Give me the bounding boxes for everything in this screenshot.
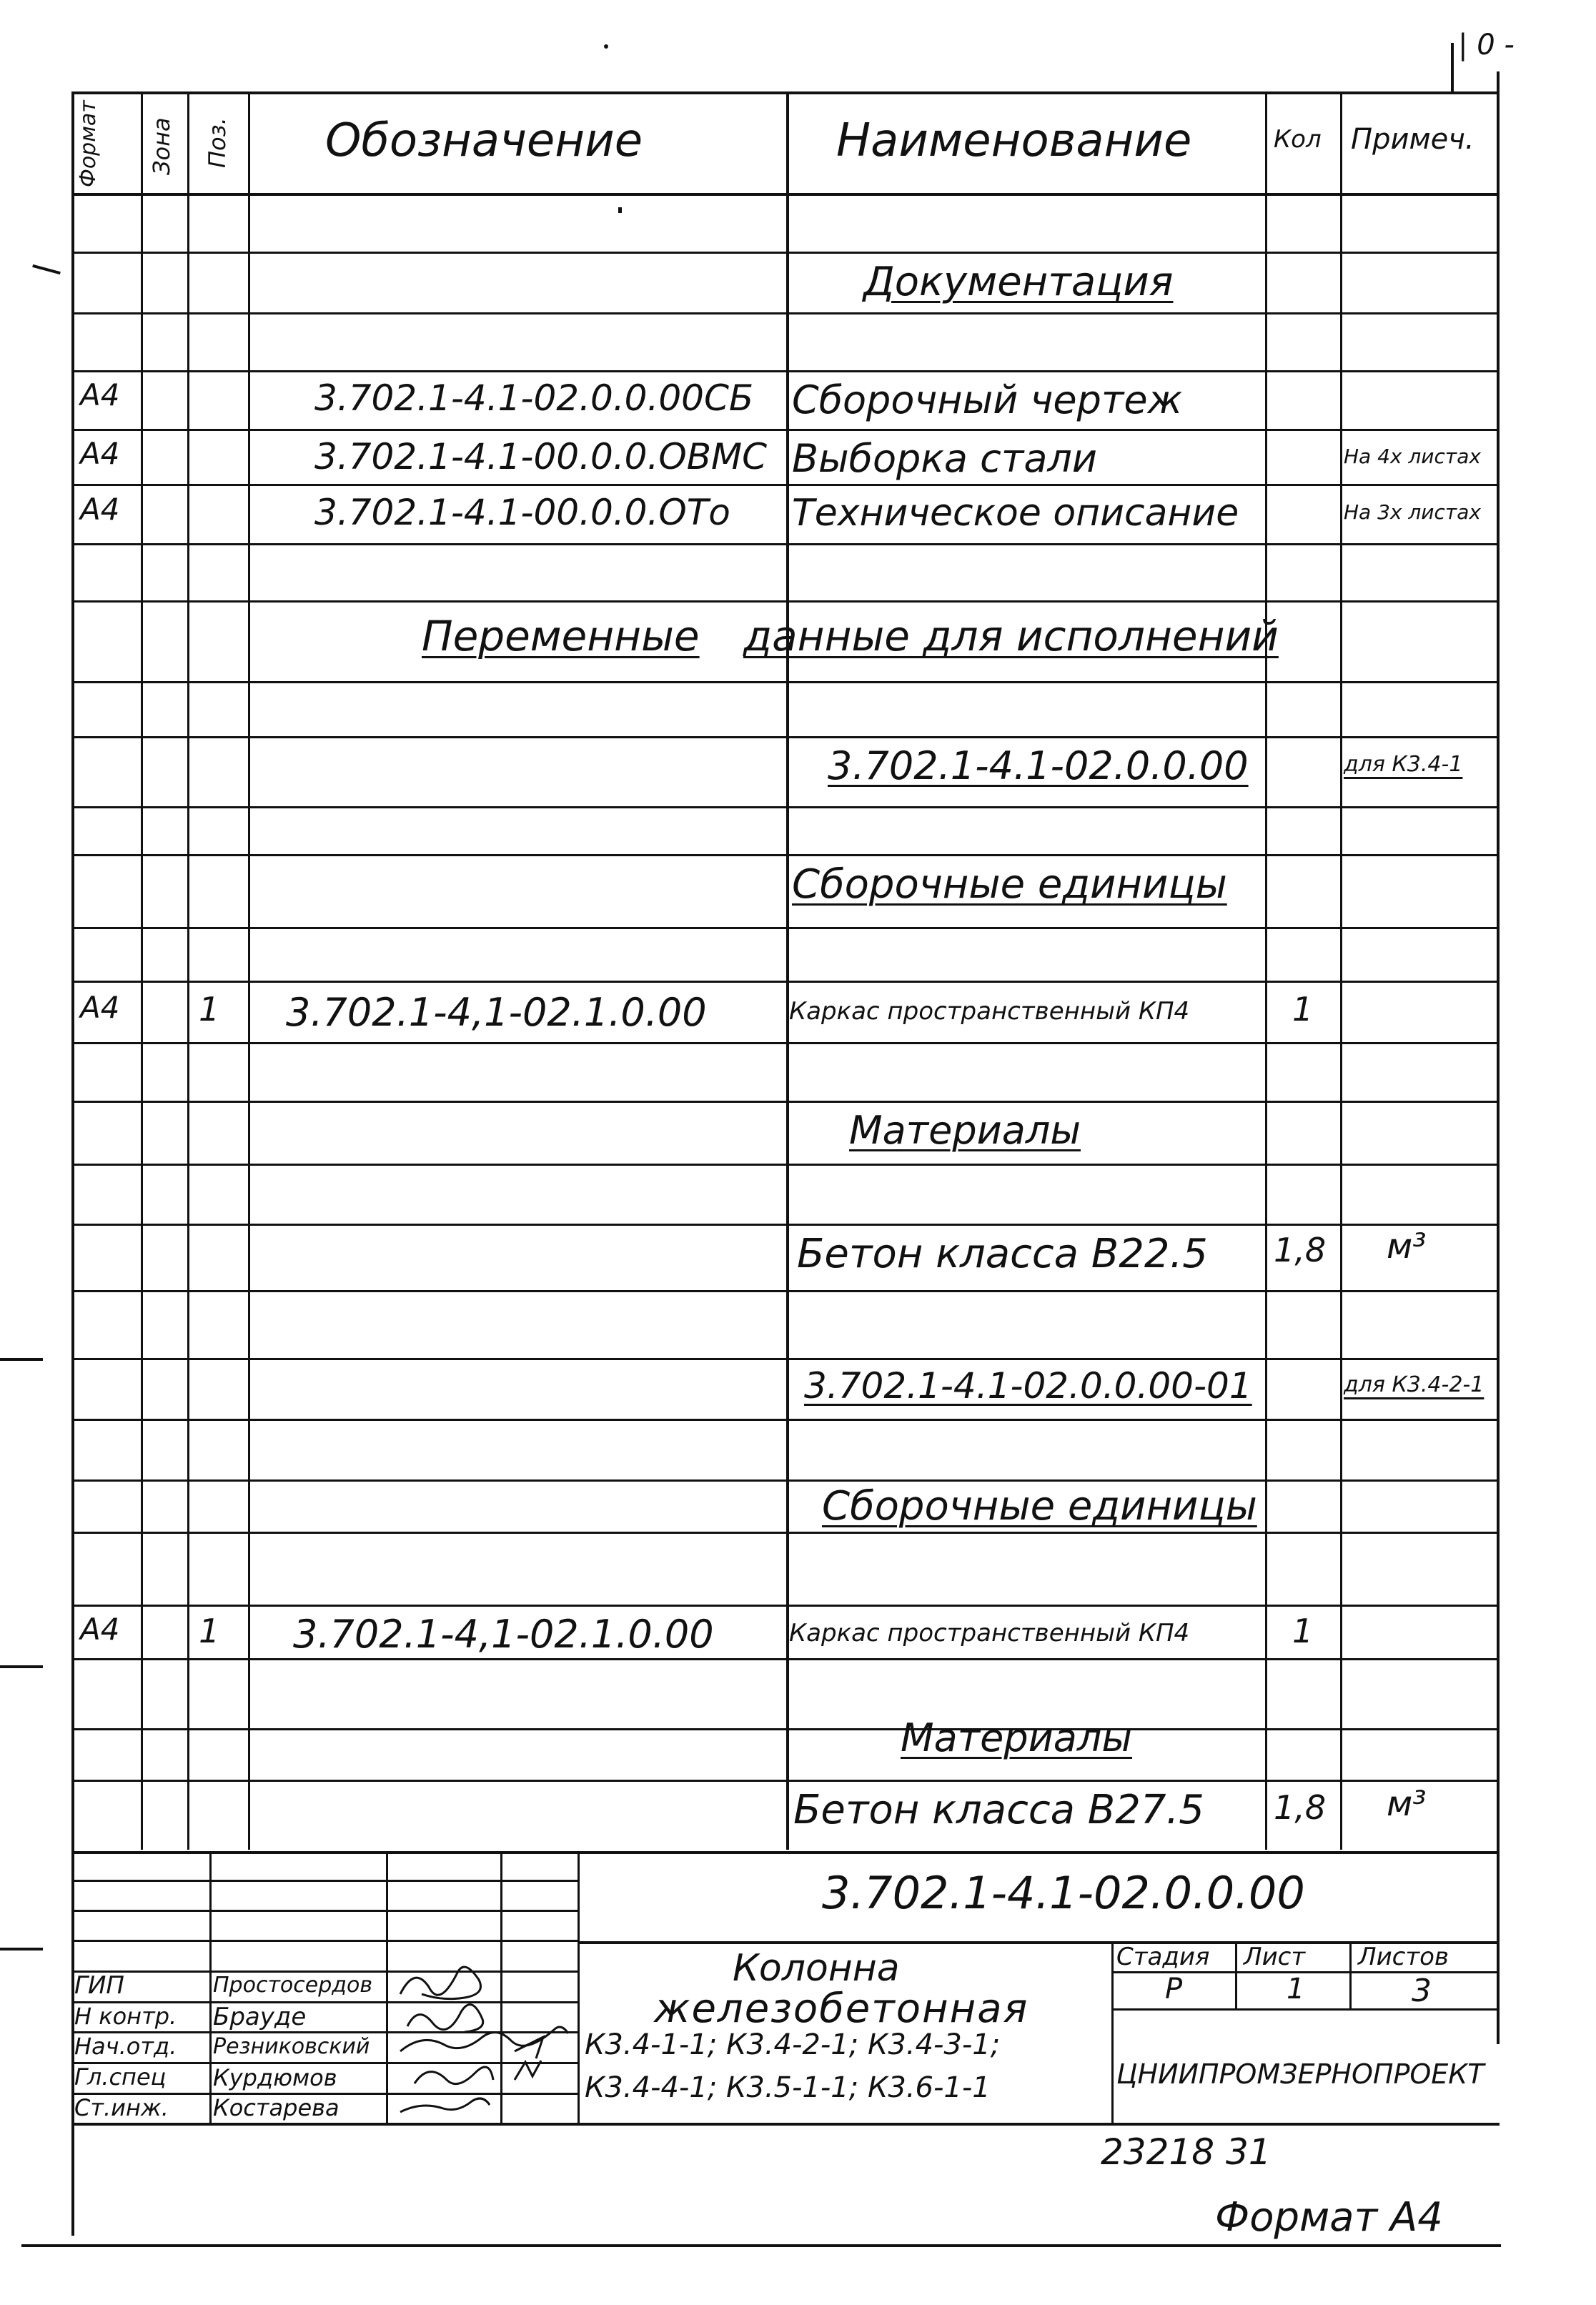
- asm1-qty: 1: [1292, 990, 1314, 1028]
- asm2-designation: 3.702.1-4,1-02.1.0.00: [293, 1612, 714, 1657]
- col-designation-label: Обозначение: [325, 114, 643, 167]
- title-line-1: Колонна: [733, 1947, 900, 1990]
- mat1-qty: 1,8: [1274, 1231, 1327, 1269]
- asm2-qty: 1: [1292, 1612, 1314, 1650]
- title-line-3: К3.4-1-1; К3.4-2-1; К3.4-3-1;: [585, 2028, 1001, 2061]
- variable-heading-left: Переменные: [422, 612, 700, 660]
- name-3: Резниковский: [213, 2034, 370, 2059]
- asm1-format: А4: [80, 990, 120, 1025]
- section-heading-documentation: Документация: [863, 259, 1174, 305]
- col-pos-label: Поз.: [204, 117, 231, 168]
- asm1-name: Каркас пространственный КП4: [789, 997, 1190, 1026]
- var2-name: 3.702.1-4.1-02.0.0.00-01: [804, 1365, 1252, 1407]
- doc1-name: Сборочный чертеж: [792, 377, 1183, 422]
- col-zone-label: Зона: [148, 117, 175, 175]
- role-chief-spec: Гл.спец: [74, 2063, 167, 2091]
- col-name-label: Наименование: [836, 114, 1192, 167]
- section-heading-assembly-1: Сборочные единицы: [792, 861, 1227, 908]
- title-line-2: железобетонная: [654, 1986, 1029, 2032]
- sheet-value: 1: [1287, 1973, 1305, 2006]
- mat1-name: Бетон класса В22.5: [797, 1231, 1208, 1277]
- asm1-designation: 3.702.1-4,1-02.1.0.00: [286, 990, 707, 1035]
- name-4: Курдюмов: [213, 2064, 337, 2091]
- scan-dot: [604, 44, 608, 49]
- stage-value: Р: [1165, 1973, 1183, 2006]
- doc2-format: А4: [80, 436, 120, 471]
- doc2-note: На 4х листах: [1344, 445, 1481, 468]
- doc1-format: А4: [80, 377, 120, 412]
- role-gip: ГИП: [74, 1971, 124, 2000]
- format-label: Формат А4: [1215, 2194, 1443, 2241]
- variable-heading-right: данные для исполнений: [743, 612, 1279, 660]
- page-marker: | 0 -: [1458, 29, 1515, 61]
- sheets-label: Листов: [1358, 1943, 1449, 1971]
- asm2-pos: 1: [199, 1612, 220, 1650]
- role-norm-control: Н контр.: [74, 2003, 177, 2030]
- doc3-name: Техническое описание: [792, 492, 1239, 535]
- mat2-qty: 1,8: [1274, 1788, 1327, 1827]
- var1-note: для К3.4-1: [1344, 752, 1463, 777]
- title-line-4: К3.4-4-1; К3.5-1-1; К3.6-1-1: [585, 2071, 991, 2104]
- col-note-label: Примеч.: [1351, 123, 1474, 156]
- scan-dot: [618, 207, 622, 213]
- mat2-note: м³: [1387, 1784, 1427, 1824]
- doc2-name: Выборка стали: [792, 436, 1098, 481]
- sheets-value: 3: [1412, 1973, 1432, 2009]
- section-heading-materials-2: Материалы: [901, 1715, 1132, 1760]
- doc3-note: На 3х листах: [1344, 500, 1481, 524]
- section-heading-materials-1: Материалы: [849, 1108, 1081, 1153]
- mat2-name: Бетон класса В27.5: [793, 1787, 1204, 1833]
- organization-name: ЦНИИПРОМЗЕРНОПРОЕКТ: [1116, 2058, 1485, 2090]
- scan-dot: [32, 264, 61, 274]
- role-senior-eng: Ст.инж.: [74, 2094, 169, 2121]
- col-format-label: Формат: [76, 100, 101, 187]
- asm2-name: Каркас пространственный КП4: [789, 1619, 1190, 1647]
- doc2-designation: 3.702.1-4.1-00.0.0.ОВМС: [314, 436, 768, 477]
- asm1-pos: 1: [199, 990, 220, 1028]
- stage-label: Стадия: [1116, 1943, 1210, 1971]
- doc1-designation: 3.702.1-4.1-02.0.0.00СБ: [314, 377, 754, 419]
- asm2-format: А4: [80, 1612, 120, 1647]
- doc3-format: А4: [80, 492, 120, 527]
- inventory-number: 23218 31: [1101, 2131, 1272, 2173]
- name-5: Костарева: [213, 2094, 339, 2121]
- var1-name: 3.702.1-4.1-02.0.0.00: [828, 743, 1249, 788]
- document-code: 3.702.1-4.1-02.0.0.00: [822, 1867, 1305, 1919]
- name-1: Простосердов: [213, 1973, 373, 1998]
- name-2: Брауде: [213, 2003, 307, 2031]
- col-qty-label: Кол: [1274, 125, 1322, 154]
- role-dept-head: Нач.отд.: [74, 2033, 177, 2060]
- section-heading-assembly-2: Сборочные единицы: [822, 1483, 1257, 1530]
- doc3-designation: 3.702.1-4.1-00.0.0.ОТо: [314, 492, 730, 533]
- sheet-label: Лист: [1244, 1943, 1306, 1971]
- mat1-note: м³: [1387, 1226, 1427, 1266]
- var2-note: для К3.4-2-1: [1344, 1372, 1485, 1397]
